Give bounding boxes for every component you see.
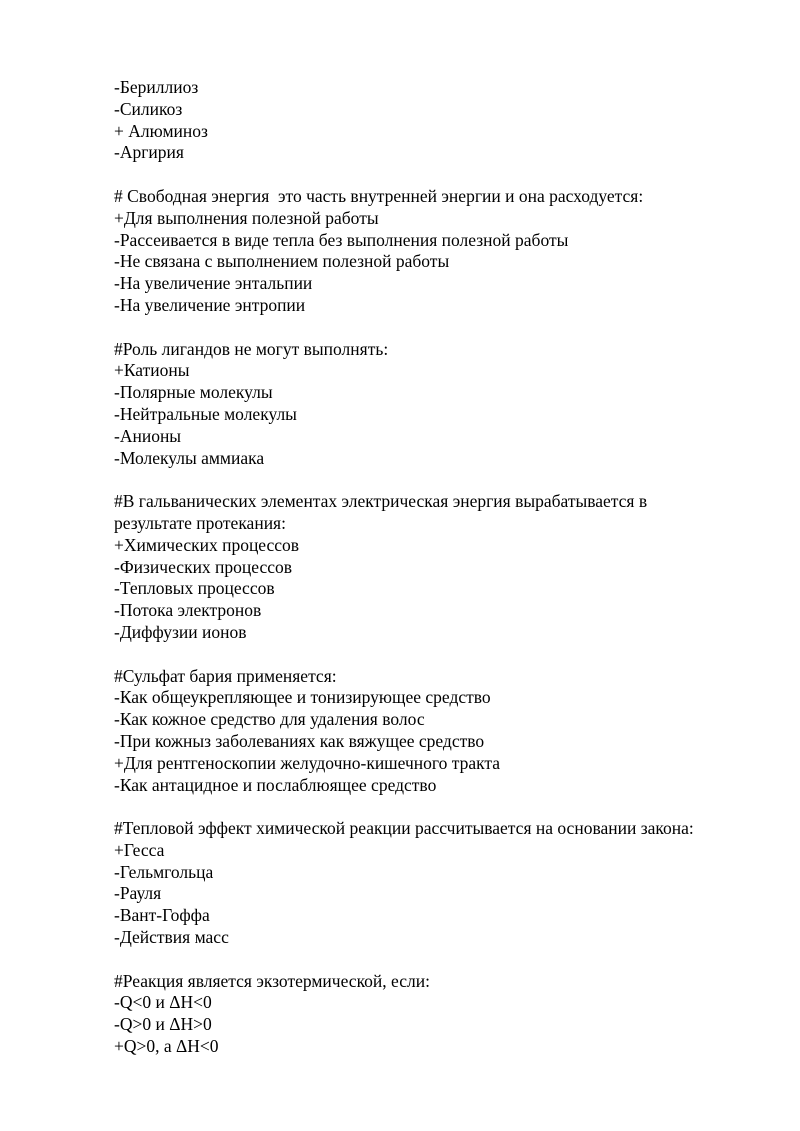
answer-option: -Потока электронов — [114, 600, 262, 621]
answer-option: -Бериллиоз — [114, 77, 199, 97]
spacer — [114, 469, 754, 491]
answer-option: -Не связана с выполнением полезной работы — [114, 251, 450, 272]
answer-option: +Гесса — [114, 839, 165, 860]
answer-option: -Силикоз — [114, 98, 183, 119]
answer-option: -Как кожное средство для удаления волос — [114, 709, 425, 730]
answer-option: -Рассеивается в виде тепла без выполнения полезной работы — [114, 229, 569, 250]
answer-option: -На увеличение энтальпии — [114, 273, 313, 294]
answer-option: -На увеличение энтропии — [114, 294, 306, 315]
question-block-7 — [114, 971, 754, 1058]
answer-option: -Рауля — [114, 883, 162, 904]
question-text: # Свободная энергия это часть внутренней энергии и она расходуется: — [114, 185, 644, 206]
spacer — [114, 644, 754, 666]
answer-option: -При кожныз заболеваниях как вяжущее средство — [114, 730, 485, 751]
question-text: #В гальванических элементах электрическая энергия вырабатывается в — [114, 491, 648, 512]
question-block-6 — [114, 818, 754, 949]
answer-option: -Вант-Гоффа — [114, 905, 210, 926]
document-page — [114, 77, 754, 1058]
spacer — [114, 949, 754, 971]
answer-option: -Физических процессов — [114, 556, 293, 577]
answer-option: +Q>0, а ΔH<0 — [114, 1036, 219, 1057]
answer-option: -Полярные молекулы — [114, 382, 273, 403]
answer-option: +Для выполнения полезной работы — [114, 207, 379, 228]
answer-option: -Q>0 и ΔH>0 — [114, 1014, 212, 1035]
spacer — [114, 164, 754, 186]
question-text: #Роль лигандов не могут выполнять: — [114, 338, 389, 359]
question-block-1 — [114, 77, 754, 164]
answer-option: +Для рентгеноскопии желудочно-кишечного тракта — [114, 752, 501, 773]
question-text: #Реакция является экзотермической, если: — [114, 970, 430, 991]
answer-option: -Q<0 и ΔH<0 — [114, 992, 212, 1013]
answer-option: +Катионы — [114, 360, 190, 381]
question-text: #Сульфат бария применяется: — [114, 665, 337, 686]
answer-option: -Молекулы аммиака — [114, 447, 265, 468]
question-block-3 — [114, 339, 754, 470]
answer-option: -Аргирия — [114, 142, 184, 163]
question-text: #Тепловой эффект химической реакции рассчитывается на основании закона: — [114, 818, 694, 839]
answer-option: -Действия масс — [114, 927, 229, 948]
answer-option: -Диффузии ионов — [114, 621, 247, 642]
question-block-5 — [114, 666, 754, 797]
answer-option: +Химических процессов — [114, 534, 300, 555]
spacer — [114, 317, 754, 339]
question-text-continued: результате протекания: — [114, 512, 286, 533]
answer-option: -Анионы — [114, 425, 182, 446]
answer-option: -Гельмгольца — [114, 861, 214, 882]
answer-option: -Как антацидное и послаблюящее средство — [114, 774, 437, 795]
answer-option: -Тепловых процессов — [114, 578, 275, 599]
question-block-4 — [114, 491, 754, 644]
question-block-2 — [114, 186, 754, 317]
spacer — [114, 796, 754, 818]
answer-option: + Алюминоз — [114, 120, 208, 141]
answer-option: -Нейтральные молекулы — [114, 403, 297, 424]
answer-option: -Как общеукрепляющее и тонизирующее средство — [114, 687, 491, 708]
